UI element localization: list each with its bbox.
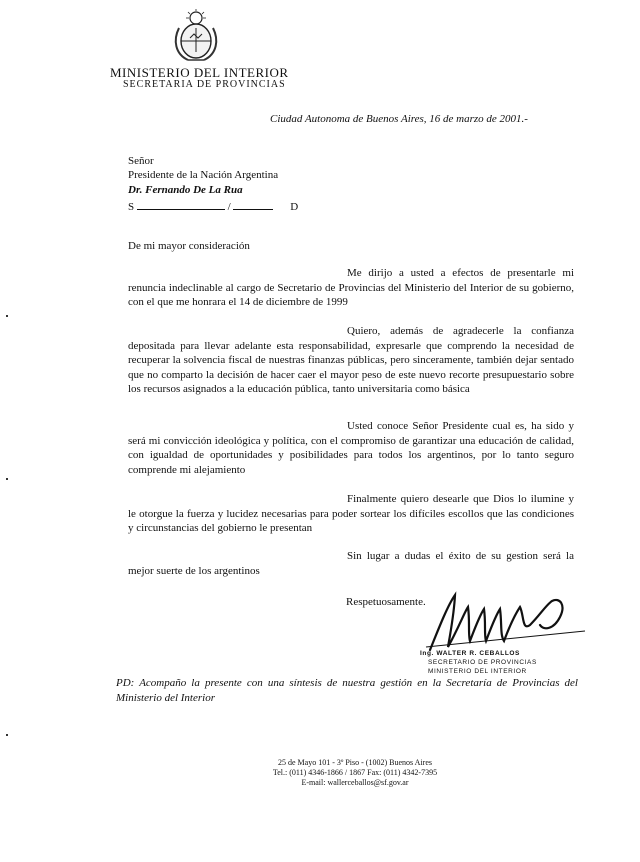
date-line: Ciudad Autonoma de Buenos Aires, 16 de marzo de 2001.- xyxy=(270,113,528,125)
stamp-name: Ing. WALTER R. CEBALLOS xyxy=(420,650,520,657)
ministry-name: MINISTERIO DEL INTERIOR xyxy=(110,65,289,80)
stamp-ministry: MINISTERIO DEL INTERIOR xyxy=(428,668,527,675)
handwritten-signature xyxy=(420,585,590,660)
postscript: PD: Acompaño la presente con una síntesis de nuestra gestión en la Secretaría de Provincias del Ministerio del Interior xyxy=(116,677,578,704)
s-letter: S xyxy=(128,201,135,213)
footer-email: E-mail: wallerceballos@sf.gov.ar xyxy=(301,778,409,787)
footer-phone: Tel.: (011) 4346-1866 / 1867 Fax: (011) 4342-7395 xyxy=(272,768,438,777)
addressee-position: Presidente de la Nación Argentina xyxy=(128,169,279,181)
addressee-title: Señor xyxy=(128,155,154,167)
secretariat-name: SECRETARIA DE PROVINCIAS xyxy=(123,79,286,90)
slash: / xyxy=(227,201,231,213)
blank-line xyxy=(137,199,225,210)
paragraph-conviction: Usted conoce Señor Presidente cual es, ha sido y será mi convicción ideológica y política, con el compromiso de garantizar una educación de calidad, con igualdad de oportunidades y posibilidades para todos los argentinos, por lo tanto seguro comprende mi alejamiento xyxy=(128,420,574,476)
closing-salutation: Respetuosamente. xyxy=(346,596,426,608)
salutation: De mi mayor consideración xyxy=(128,240,250,252)
addressee-name: Dr. Fernando De La Rua xyxy=(128,184,243,196)
scan-speck xyxy=(6,478,8,480)
coat-of-arms-emblem xyxy=(170,8,222,64)
scan-speck xyxy=(6,315,8,317)
blank-line xyxy=(233,199,273,210)
addressee-sd-line xyxy=(128,199,298,213)
paragraph-resignation: Me dirijo a usted a efectos de presentarle mi renuncia indeclinable al cargo de Secretario de Provincias del Ministerio del Interior de su gobierno, con el que me honrara el 14 de diciembre de 1999 xyxy=(128,267,574,309)
paragraph-farewell: Finalmente quiero desearle que Dios lo ilumine y le otorgue la fuerza y lucidez necesarias para poder sortear los difíciles escollos que las condiciones y circunstancias del gobierno le presentan xyxy=(128,493,574,535)
paragraph-closing-thought: Sin lugar a dudas el éxito de su gestion será la mejor suerte de los argentinos xyxy=(128,550,574,577)
scan-speck xyxy=(6,734,8,736)
footer-address: 25 de Mayo 101 - 3º Piso - (1002) Buenos Aires xyxy=(277,758,433,767)
d-letter: D xyxy=(290,201,299,213)
paragraph-gratitude: Quiero, además de agradecerle la confianza depositada para llevar adelante esta responsabilidad, expresarle que comprendo la necesidad de recuperar la solvencia fiscal de nuestras finanzas públicas, pero sinceramente, también dejar sentado que no comparto la decisión de hacer caer el mayor peso de este nuevo recorte presupuestario sobre los recursos asignados a la educación pública, tanto universitaria como básica xyxy=(128,325,574,396)
stamp-position: SECRETARIO DE PROVINCIAS xyxy=(428,659,537,666)
